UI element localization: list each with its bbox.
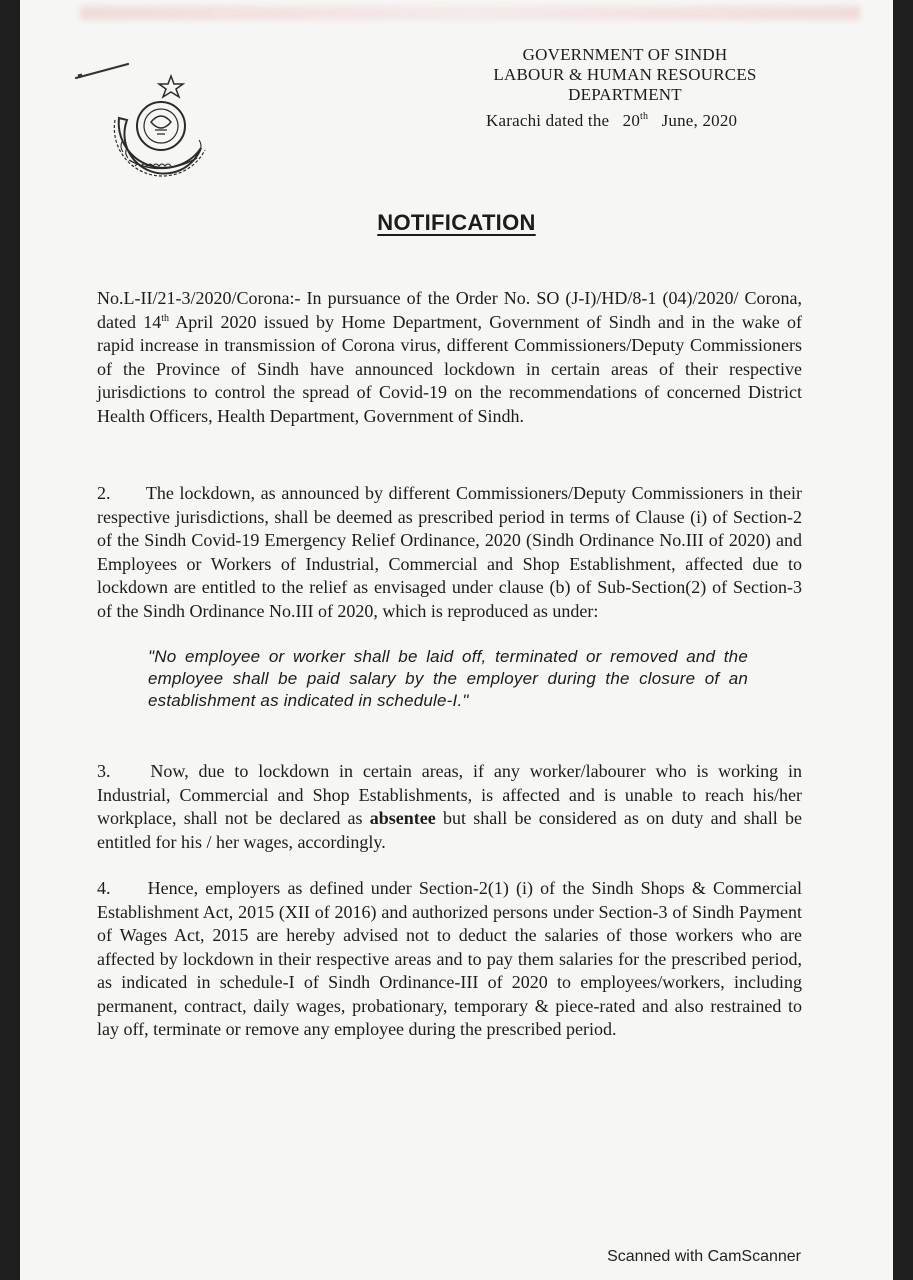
notification-heading: NOTIFICATION <box>377 210 536 235</box>
paragraph-1-text-b: April 2020 issued by Home Department, Government of Sindh and in the wake of rapid increase in transmission of Corona virus, different Commissioners/Deputy Commissioners of the Province of Sindh have announced lockdown in certain areas of their respective jurisdictions to control the spread of Covid-19 on the recommendations of concerned District Health Officers, Health Department, Government of Sindh. <box>97 311 802 426</box>
scan-smudge <box>80 6 860 20</box>
paragraph-4 <box>97 877 802 1042</box>
paragraph-3-text-a: Now, due to lockdown in certain areas, if any worker/labourer who is working in Industrial, Commercial and Shop Establishments, is affected and is unable to reach his/her workplace, shall not be declared as <box>97 761 803 828</box>
paragraph-1-text-a: In pursuance of the Order No. SO (J-I)/HD/8-1 (04)/2020/ Corona, dated <box>97 288 803 332</box>
paragraph-1-day-suffix: th <box>161 312 170 324</box>
date-day-suffix: th <box>640 111 649 122</box>
date-rest: June, 2020 <box>661 111 738 130</box>
paragraph-3 <box>97 760 802 854</box>
header-line-department-name: LABOUR & HUMAN RESOURCES <box>493 65 757 84</box>
document-title <box>20 210 893 236</box>
header-line-government: GOVERNMENT OF SINDH <box>522 45 728 64</box>
absentee-term: absentee <box>369 808 436 828</box>
ordinance-quote: "No employee or worker shall be laid off, terminated or removed and the employee shall be paid salary by the employer during the closure of an establishment as indicated in schedule-I." <box>148 647 748 710</box>
paragraph-1 <box>97 287 802 428</box>
reference-number: No.L-II/21-3/2020/Corona:- <box>97 288 301 308</box>
paragraph-2-text: The lockdown, as announced by different Commissioners/Deputy Commissioners in their respective jurisdictions, shall be deemed as prescribed period in terms of Clause (i) of Section-2 of the Sindh Covid-19 Emergency Relief Ordinance, 2020 (Sindh Ordinance No.III of 2020) and Employees or Workers of Industrial, Commercial and Shop Establishment, affected due to lockdown are entitled to the relief as envisaged under clause (b) of Sub-Section(2) of Section-3 of the Sindh Ordinance No.III of 2020, which is reproduced as under: <box>97 483 802 621</box>
date-prefix: Karachi dated the <box>486 111 610 130</box>
paragraph-1-day: 14 <box>143 311 162 332</box>
department-header <box>460 45 790 130</box>
document-page <box>20 0 893 1280</box>
paragraph-3-text-b: but shall be considered as on duty and shall be entitled for his / her wages, accordingly. <box>97 808 802 852</box>
date-day: 20 <box>622 111 641 130</box>
paragraph-2 <box>97 482 802 623</box>
paragraph-2-number: 2. <box>97 483 111 503</box>
header-line-department: DEPARTMENT <box>568 85 682 104</box>
government-of-sindh-seal-icon <box>105 70 215 185</box>
paragraph-3-number: 3. <box>97 761 111 781</box>
header-date-line <box>486 107 737 131</box>
paragraph-4-text: Hence, employers as defined under Section-2(1) (i) of the Sindh Shops & Commercial Establishment Act, 2015 (XII of 2016) and authorized persons under Section-3 of Sindh Payment of Wages Act, 2015 are hereby advised not to deduct the salaries of those workers who are affected by lockdown in their respective areas and to pay them salaries for the prescribed period, as indicated in schedule-I of Sindh Ordinance-III of 2020 to employees/workers, including permanent, contract, daily wages, probationary, temporary & piece-rated and also restrained to lay off, terminate or remove any employee during the prescribed period. <box>97 878 802 1039</box>
camscanner-watermark: Scanned with CamScanner <box>607 1248 801 1265</box>
paragraph-4-number: 4. <box>97 878 111 898</box>
